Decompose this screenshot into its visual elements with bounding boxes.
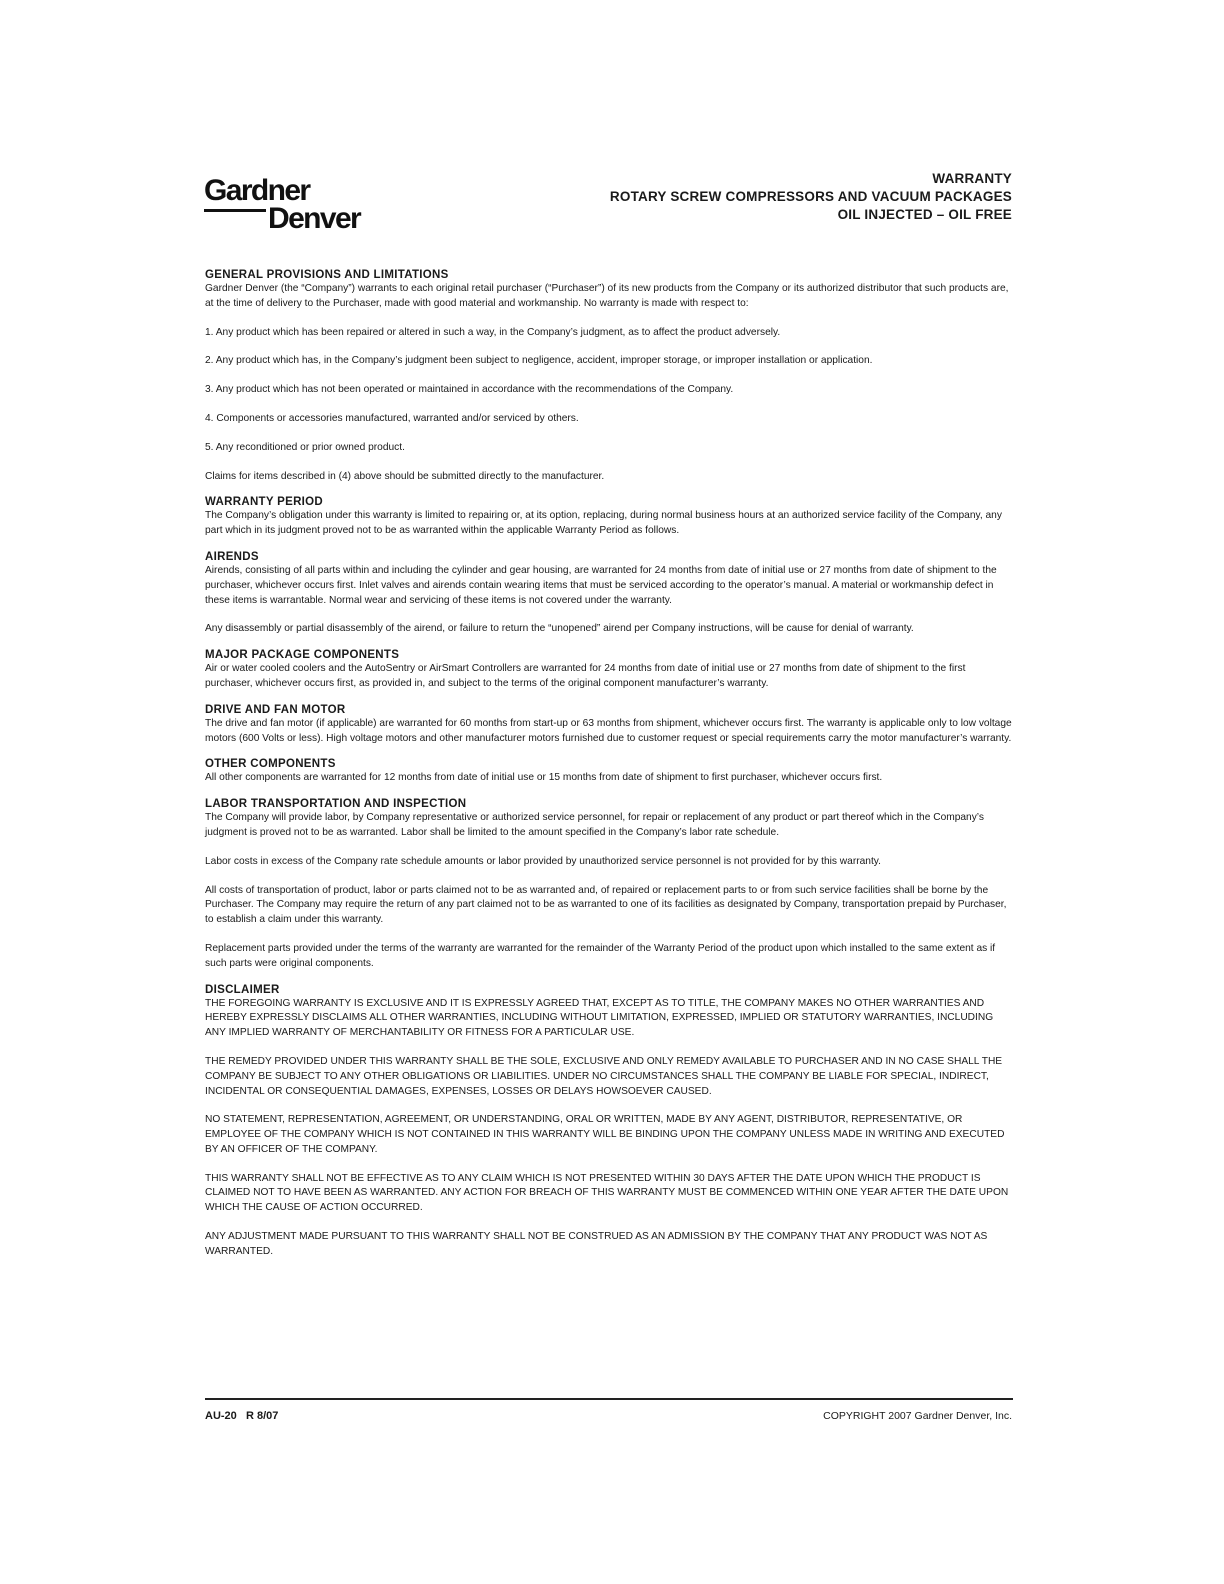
section-heading: OTHER COMPONENTS	[205, 758, 336, 771]
section-heading: AIRENDS	[205, 550, 259, 563]
paragraph: Gardner Denver (the “Company”) warrants to each original retail purchaser (“Purchaser”) of its new products from the Company or its authorized distributor that such products are, at the time of delivery to the Purchaser, made with good material and workmanship. No warranty is made with respect to:	[205, 283, 1009, 309]
section-heading: MAJOR PACKAGE COMPONENTS	[205, 649, 400, 662]
paragraph: Labor costs in excess of the Company rate schedule amounts or labor provided by unauthorized service personnel is not provided for by this warranty.	[205, 855, 881, 867]
list-item: 2. Any product which has, in the Company’s judgment been subject to negligence, accident, improper storage, or improper installation or application.	[205, 355, 873, 367]
header-subtitle: ROTARY SCREW COMPRESSORS AND VACUUM PACKAGES	[609, 189, 1012, 204]
logo-line-1: Gardner	[204, 174, 310, 207]
document-body	[205, 268, 1013, 1271]
list-item: 5. Any reconditioned or prior owned product.	[205, 441, 405, 453]
paragraph: Airends, consisting of all parts within and including the cylinder and gear housing, are warranted for 24 months from date of initial use or 27 months from date of shipment to the purchaser, whichever occurs first. Inlet valves and airends contain wearing items that must be serviced according to the operator’s manual. A material or workmanship defect in these items is warrantable. Normal wear and servicing of these items is not covered under the warranty.	[205, 564, 997, 606]
paragraph: THIS WARRANTY SHALL NOT BE EFFECTIVE AS TO ANY CLAIM WHICH IS NOT PRESENTED WITHIN 30 DAYS AFTER THE DATE UPON WHICH THE PRODUCT IS CLAIMED NOT TO HAVE BEEN AS WARRANTED. ANY ACTION FOR BREACH OF THIS WARRANTY MUST BE COMMENCED WITHIN ONE YEAR AFTER THE DATE UPON WHICH THE CAUSE OF ACTION OCCURRED.	[205, 1172, 1009, 1214]
section-heading: WARRANTY PERIOD	[205, 496, 324, 509]
paragraph: ANY ADJUSTMENT MADE PURSUANT TO THIS WARRANTY SHALL NOT BE CONSTRUED AS AN ADMISSION BY THE COMPANY THAT ANY PRODUCT WAS NOT AS WARRANTED.	[205, 1231, 988, 1257]
header-subtitle-2: OIL INJECTED – OIL FREE	[837, 207, 1012, 222]
section-airends	[205, 550, 1013, 637]
logo-bar	[204, 209, 266, 212]
paragraph: All other components are warranted for 12 months from date of initial use or 15 months from date of shipment to first purchaser, whichever occurs first.	[205, 772, 883, 784]
paragraph: Replacement parts provided under the terms of the warranty are warranted for the remainder of the Warranty Period of the product upon which installed to the same extent as if such parts were original components.	[205, 942, 996, 969]
list-item: 4. Components or accessories manufactured, warranted and/or serviced by others.	[205, 412, 579, 424]
revision: R 8/07	[245, 1410, 279, 1422]
list-item: 1. Any product which has been repaired or altered in such a way, in the Company’s judgment, as to affect the product adversely.	[205, 326, 781, 338]
paragraph: Claims for items described in (4) above should be submitted directly to the manufacturer.	[205, 470, 605, 482]
section-major-package	[205, 648, 1013, 692]
paragraph: Air or water cooled coolers and the AutoSentry or AirSmart Controllers are warranted for 24 months from date of initial use or 27 months from date of shipment to the first purchaser, whichever occurs first, as provided in, and subject to the terms of the original component manufacturer’s warranty.	[205, 663, 966, 689]
paragraph: The Company will provide labor, by Company representative or authorized service personnel, for repair or replacement of any product or part thereof which in the Company’s judgment is proved not to be as warranted. Labor shall be limited to the amount specified in the Company’s labor rate schedule.	[205, 812, 984, 838]
section-warranty-period	[205, 495, 1013, 539]
doc-code: AU-20	[205, 1410, 237, 1422]
section-disclaimer	[205, 983, 1013, 1260]
paragraph: THE REMEDY PROVIDED UNDER THIS WARRANTY SHALL BE THE SOLE, EXCLUSIVE AND ONLY REMEDY AVAILABLE TO PURCHASER AND IN NO CASE SHALL THE COMPANY BE SUBJECT TO ANY OTHER OBLIGATIONS OR LIABILITIES. UNDER NO CIRCUMSTANCES SHALL THE COMPANY BE LIABLE FOR SPECIAL, INDIRECT, INCIDENTAL OR CONSEQUENTIAL DAMAGES, EXPENSES, LOSSES OR DELAYS HOWSOEVER CAUSED.	[205, 1055, 1003, 1097]
section-heading: DISCLAIMER	[205, 983, 280, 996]
paragraph: THE FOREGOING WARRANTY IS EXCLUSIVE AND IT IS EXPRESSLY AGREED THAT, EXCEPT AS TO TITLE, THE COMPANY MAKES NO OTHER WARRANTIES AND HEREBY EXPRESSLY DISCLAIMS ALL OTHER WARRANTIES, INCLUDING WITHOUT LIMITATION, EXPRESSED, IMPLIED OR STATUTORY WARRANTIES, INCLUDING ANY IMPLIED WARRANTY OF MERCHANTABILITY OR FITNESS FOR A PARTICULAR USE.	[205, 997, 994, 1039]
paragraph: The drive and fan motor (if applicable) are warranted for 60 months from start-up or 63 months from shipment, whichever occurs first. The warranty is applicable only to low voltage motors (600 Volts or less). High voltage motors and other manufacturer motors furnished due to customer request or special requirements carry the motor manufacturer’s warranty.	[205, 717, 1012, 744]
logo-line-2: Denver	[268, 202, 361, 235]
footer-doc-code	[205, 1410, 278, 1422]
section-heading: LABOR TRANSPORTATION AND INSPECTION	[205, 798, 467, 811]
document-header	[610, 170, 1012, 224]
section-heading: DRIVE AND FAN MOTOR	[205, 703, 346, 716]
section-other-components	[205, 757, 1013, 786]
paragraph: Any disassembly or partial disassembly of the airend, or failure to return the “unopened” airend per Company instructions, will be cause for denial of warranty.	[205, 623, 914, 635]
paragraph: The Company’s obligation under this warranty is limited to repairing or, at its option, replacing, during normal business hours at an authorized service facility of the Company, any part which in its judgment proved not to be as warranted within the applicable Warranty Period as follows.	[205, 510, 1002, 537]
paragraph: NO STATEMENT, REPRESENTATION, AGREEMENT, OR UNDERSTANDING, ORAL OR WRITTEN, MADE BY ANY AGENT, DISTRIBUTOR, REPRESENTATIVE, OR EMPLOYEE OF THE COMPANY WHICH IS NOT CONTAINED IN THIS WARRANTY WILL BE BINDING UPON THE COMPANY UNLESS MADE IN WRITING AND EXECUTED BY AN OFFICER OF THE COMPANY.	[205, 1114, 1005, 1155]
section-heading: GENERAL PROVISIONS AND LIMITATIONS	[205, 269, 449, 281]
company-logo	[204, 176, 384, 236]
section-general	[205, 268, 1013, 484]
section-drive-motor	[205, 703, 1013, 747]
header-title: WARRANTY	[932, 171, 1012, 186]
footer-divider	[205, 1398, 1013, 1400]
paragraph: All costs of transportation of product, labor or parts claimed not to be as warranted and, of repaired or replacement parts to or from such service facilities shall be borne by the Purchaser. The Company may require the return of any part claimed not to be as warranted to one of its facilities as designated by Company, transportation prepaid by Purchaser, to establish a claim under this warranty.	[205, 884, 1007, 926]
list-item: 3. Any product which has not been operated or maintained in accordance with the recommendations of the Company.	[205, 384, 734, 396]
footer-copyright: COPYRIGHT 2007 Gardner Denver, Inc.	[823, 1410, 1012, 1422]
section-labor	[205, 797, 1013, 971]
